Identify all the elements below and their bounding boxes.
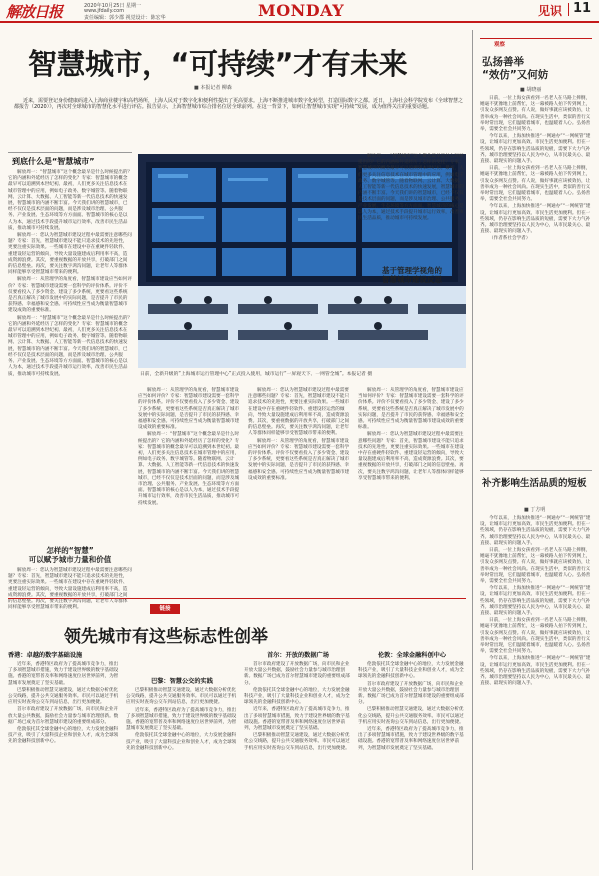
column-title-line2: “效仿”又何妨 xyxy=(482,69,549,81)
body-text-i: 解放周一：“智慧城市”这个概念最早是什么时候提出的？它的内涵和外延经历了怎样的变化？专家：智慧城市的概念最早可以追溯到本世纪初。最初，人们更多关注信息技术在城市管理中的应用，例如电子政务、数字城管等。随着物联网、云计算、大数据、人工智能等新一代信息技术的快速发展，智慧城市的内涵不断丰富。今天我们讲的智慧城市，已经不仅仅是技术层面的问题，而是涉及城市治理、公共服务、产业发展、生态环境等方方面面。智慧城市的核心是以人为本，通过技术手段提升城市运行效率，改善市民生活品质，推动城市可持续发展。 xyxy=(358,154,464,222)
column-title-2: 补齐影响生活品质的短板 xyxy=(482,478,587,489)
column2-text-5: 今年以来，上海加快推进“一网通办”“一网统管”建设，让城市运行更加高效、市民生活更加便利。但在一些领域，仍存在影响生活品质的短板，需要下大力气补齐。城市治理要坚持以人民为中心，从市民最关心、最直接、最现实的问题入手。 xyxy=(480,656,591,687)
link-text-paris-3: 伦敦依托其全球金融中心的地位，大力发展金融科技产业，吸引了大量科技企业和创业人才，成为全球领先的金融科技创新中心。 xyxy=(126,733,237,751)
byline: ■ 本报记者 柳森 xyxy=(194,85,232,91)
body-text-e: 解放周一：从管理学的角度看，智慧城市建设应当如何评价？专家：智慧城市建设需要一套科学的评价体系。评价不仅要看投入了多少资金、建设了多少系统，更要看这些系统是否真正解决了城市发展中的实际问题，是否提升了市民的获得感、幸福感和安全感。可持续性应当成为衡量智慧城市建设成效的重要标准。 xyxy=(138,388,240,431)
article-column-1 xyxy=(8,170,132,540)
section-heading-3-line1: 基于管理学视角的 xyxy=(382,266,442,275)
bottom-section-rule xyxy=(8,598,466,599)
link-heading-seoul: 首尔：开放的数据广场 xyxy=(267,652,329,659)
body-text-b: 解放周一：您认为智慧城市建设过程中最需要注意哪些问题？专家：首先，智慧城市建设不能只追求技术的先进性，更要注重实际效果。一些城市在建设中存在重硬件轻软件、重建设轻运营的倾向，导致大量设施建成后利用率不高，造成资源浪费。其次，要重视数据的开放共享，打破部门之间的信息壁垒。再次，要关注数字鸿沟问题，让老年人等群体同样能够享受智慧城市带来的便利。 xyxy=(8,233,132,276)
column2-text: 今年以来，上海加快推进“一网通办”“一网统管”建设，让城市运行更加高效、市民生活更加便利。但在一些领域，仍存在影响生活品质的短板，需要下大力气补齐。城市治理要坚持以人民为中心，从市民最关心、最直接、最现实的问题入手。 xyxy=(480,516,591,546)
link-item-seoul xyxy=(244,650,352,874)
link-text-hongkong-3: 首尔市政府建设了开放数据广场，向市民和企业开放大量公共数据，鼓励社会力量参与城市治理创新。数据广场已成为首尔智慧城市建设的重要组成部分。 xyxy=(8,707,119,725)
body-text-g: 解放周一：您认为智慧城市建设过程中最需要注意哪些问题？专家：首先，智慧城市建设不能只追求技术的先进性，更要注重实际效果。一些城市在建设中存在重硬件轻软件、重建设轻运营的倾向，导致大量设施建成后利用率不高，造成资源浪费。其次，要重视数据的开放共享，打破部门之间的信息壁垒。再次，要关注数字鸿沟问题，让老年人等群体同样能够享受智慧城市带来的便利。 xyxy=(248,388,350,437)
link-text-paris: 巴黎积极推动智慧交通建设，通过大数据分析优化公交线路，提升公共交通服务效率。市民可以通过手机应用实时查询公交车到站信息，出行更加便捷。 xyxy=(126,688,237,706)
link-text-seoul: 首尔市政府建设了开放数据广场，向市民和企业开放大量公共数据，鼓励社会力量参与城市治理创新。数据广场已成为首尔智慧城市建设的重要组成部分。 xyxy=(244,662,350,686)
section-heading-3-line2: 智慧城市建设反思 xyxy=(382,275,442,284)
column-title-line1: 弘扬善举 xyxy=(482,56,524,68)
column-text: 日前，一位上海女孩看到一名老人在马路上摔倒，她毫不犹豫地上前帮忙，这一幕被路人拍下传到网上，引发众多网友点赞。有人说，做好事就应该被效仿，让善举成为一种社会风尚。在现实生活中，类似的善行义举时常出现，它们温暖着城市，也温暖着人心。弘扬善举，需要全社会共同努力。 xyxy=(480,96,591,133)
body-text-j: 解放周一：从管理学的角度看，智慧城市建设应当如何评价？专家：智慧城市建设需要一套科学的评价体系。评价不仅要看投入了多少资金、建设了多少系统，更要看这些系统是否真正解决了城市发展中的实际问题，是否提升了市民的获得感、幸福感和安全感。可持续性应当成为衡量智慧城市建设成效的重要标准。 xyxy=(358,388,464,431)
link-text-london-4: 近年来，香港特区政府为了提高城市竞争力，推出了多项智慧城市措施，致力于建设世界级的数字基础设施。香港的宽带普及率和网络速度位居世界前列，为智慧城市发展奠定了坚实基础。 xyxy=(358,727,464,751)
page-divider xyxy=(568,3,569,16)
masthead xyxy=(0,0,599,24)
link-body-london xyxy=(358,662,466,874)
lead-paragraph xyxy=(14,98,466,144)
link-item-hongkong xyxy=(8,650,120,874)
section-heading-2-line2: 可以赋予城市力量和价值 xyxy=(28,555,112,564)
link-text-hongkong-2: 巴黎积极推动智慧交通建设，通过大数据分析优化公交线路，提升公共交通服务效率。市民可以通过手机应用实时查询公交车到站信息，出行更加便捷。 xyxy=(8,687,119,706)
link-text-seoul-4: 巴黎积极推动智慧交通建设，通过大数据分析优化公交线路，提升公共交通服务效率。市民可以通过手机应用实时查询公交车到站信息，出行更加便捷。 xyxy=(244,733,350,751)
column-text-3: 日前，一位上海女孩看到一名老人在马路上摔倒，她毫不犹豫地上前帮忙，这一幕被路人拍下传到网上，引发众多网友点赞。有人说，做好事就应该被效仿，让善举成为一种社会风尚。在现实生活中，类似的善行义举时常出现，它们温暖着城市，也温暖着人心。弘扬善举，需要全社会共同努力。 xyxy=(480,166,591,203)
column-label-box xyxy=(480,38,592,48)
editor-line: 责任编辑：郭少郡 视觉设计：陈宏华 xyxy=(84,15,166,21)
column-body-2 xyxy=(480,516,592,870)
article-column-2 xyxy=(138,388,242,590)
link-item-london xyxy=(358,650,466,874)
section-name: 见识 xyxy=(538,4,563,18)
website-url: www.jfdaily.com xyxy=(84,8,125,14)
article-column-3 xyxy=(248,388,352,590)
newspaper-logo: 解放日报 xyxy=(6,3,63,21)
link-text-seoul-2: 伦敦依托其全球金融中心的地位，大力发展金融科技产业，吸引了大量科技企业和创业人才，成为全球领先的金融科技创新中心。 xyxy=(244,687,350,706)
main-headline: 智慧城市，“可持续”才有未来 xyxy=(28,47,408,81)
column-title xyxy=(482,56,592,82)
link-text-london-3: 巴黎积极推动智慧交通建设，通过大数据分析优化公交线路，提升公共交通服务效率。市民可以通过手机应用实时查询公交车到站信息，出行更加便捷。 xyxy=(358,707,464,725)
link-heading-london: 伦敦：全球金融科创中心 xyxy=(377,652,447,659)
section-heading-2 xyxy=(8,546,132,564)
body-text-d: 解放周一：您认为智慧城市建设过程中最需要注意哪些问题？专家：首先，智慧城市建设不能只追求技术的先进性，更要注重实际效果。一些城市在建设中存在重硬件轻软件、重建设轻运营的倾向，导致大量设施建成后利用率不高，造成资源浪费。其次，要重视数据的开放共享，打破部门之间的信息壁垒。再次，要关注数字鸿沟问题，让老年人等群体同样能够享受智慧城市带来的便利。 xyxy=(8,568,132,611)
body-text-a: 解放周一：“智慧城市”这个概念最早是什么时候提出的？它的内涵和外延经历了怎样的变化？专家：智慧城市的概念最早可以追溯到本世纪初。最初，人们更多关注信息技术在城市管理中的应用，例如电子政务、数字城管等。随着物联网、云计算、大数据、人工智能等新一代信息技术的快速发展，智慧城市的内涵不断丰富。今天我们讲的智慧城市，已经不仅仅是技术层面的问题，而是涉及城市治理、公共服务、产业发展、生态环境等方方面面。智慧城市的核心是以人为本，通过技术手段提升城市运行效率，改善市民生活品质，推动城市可持续发展。 xyxy=(8,170,133,231)
link-text-london-2: 首尔市政府建设了开放数据广场，向市民和企业开放大量公共数据，鼓励社会力量参与城市治理创新。数据广场已成为首尔智慧城市建设的重要组成部分。 xyxy=(358,681,464,706)
body-text-c: 解放周一：从管理学的角度看，智慧城市建设应当如何评价？专家：智慧城市建设需要一套科学的评价体系。评价不仅要看投入了多少资金、建设了多少系统，更要看这些系统是否真正解决了城市发展中的实际问题，是否提升了市民的获得感、幸福感和安全感。可持续性应当成为衡量智慧城市建设成效的重要标准。 xyxy=(8,277,132,314)
photo-caption: 日前，全新升级的“上海城市运行管理中心”正式投入使用，城市运行“一屏观天下、一网管全城”。本报记者 摄 xyxy=(140,372,373,377)
date-line: 2020年10月25日 星期一 xyxy=(84,3,142,9)
lead-text: 近来，需要登记身份健康码进入上海商业楼宇和高档场所，上海人民对于数字化和便利性提出了更高要求。上海不断推进城市数字化转型，打造国际数字之都。近日，上海社会科学院发布《全球智慧之都报告（2020）》，再次对全球城市的智慧化水平进行评估。报告显示，上海智慧城市综合排名位居全球前列。在这一背景下，如何让智慧城市实现“可持续”发展，成为值得关注的重要话题。 xyxy=(14,98,464,111)
link-text-seoul-3: 近年来，香港特区政府为了提高城市竞争力，推出了多项智慧城市措施，致力于建设世界级的数字基础设施。香港的宽带普及率和网络速度位居世界前列，为智慧城市发展奠定了坚实基础。 xyxy=(244,707,350,732)
link-body-hongkong xyxy=(8,662,120,874)
link-body-paris xyxy=(126,688,238,874)
column-text-2: 今年以来，上海加快推进“一网通办”“一网统管”建设，让城市运行更加高效、市民生活更加便利。但在一些领域，仍存在影响生活品质的短板，需要下大力气补齐。城市治理要坚持以人民为中心，从市民最关心、最直接、最现实的问题入手。 xyxy=(480,134,591,165)
link-tag-text: 链接 xyxy=(159,606,171,612)
link-heading-paris: 巴黎：智慧公交的实践 xyxy=(151,678,213,685)
column-rule xyxy=(480,470,592,471)
column-text-4: 今年以来，上海加快推进“一网通办”“一网统管”建设，让城市运行更加高效、市民生活更加便利。但在一些领域，仍存在影响生活品质的短板，需要下大力气补齐。城市治理要坚持以人民为中心，从市民最关心、最直接、最现实的问题入手。 xyxy=(480,204,591,235)
body-text-h: 解放周一：从管理学的角度看，智慧城市建设应当如何评价？专家：智慧城市建设需要一套科学的评价体系。评价不仅要看投入了多少资金、建设了多少系统，更要看这些系统是否真正解决了城市发展中的实际问题，是否提升了市民的获得感、幸福感和安全感。可持续性应当成为衡量智慧城市建设成效的重要标准。 xyxy=(248,438,350,481)
column2-text-4: 日前，一位上海女孩看到一名老人在马路上摔倒，她毫不犹豫地上前帮忙，这一幕被路人拍下传到网上，引发众多网友点赞。有人说，做好事就应该被效仿，让善举成为一种社会风尚。在现实生活中，类似的善行义举时常出现，它们温暖着城市，也温暖着人心。弘扬善举，需要全社会共同努力。 xyxy=(480,618,591,655)
section-heading-1: 到底什么是“智慧城市” xyxy=(12,157,95,166)
column2-text-3: 今年以来，上海加快推进“一网通办”“一网统管”建设，让城市运行更加高效、市民生活更加便利。但在一些领域，仍存在影响生活品质的短板，需要下大力气补齐。城市治理要坚持以人民为中心，从市民最关心、最直接、最现实的问题入手。 xyxy=(480,586,591,617)
section-rule xyxy=(8,152,132,153)
article-column-4b xyxy=(358,388,466,590)
page-number: 11 xyxy=(573,1,592,16)
link-text-hongkong: 近年来，香港特区政府为了提高城市竞争力，推出了多项智慧城市措施，致力于建设世界级的数字基础设施。香港的宽带普及率和网络速度位居世界前列，为智慧城市发展奠定了坚实基础。 xyxy=(8,662,119,686)
column-body xyxy=(480,96,592,464)
link-body-seoul xyxy=(244,662,352,874)
column-footer-note: （作者系社会学者） xyxy=(489,236,531,242)
link-tag xyxy=(150,604,180,614)
body-text-k: 解放周一：您认为智慧城市建设过程中最需要注意哪些问题？专家：首先，智慧城市建设不能只追求技术的先进性，更要注重实际效果。一些城市在建设中存在重硬件轻软件、重建设轻运营的倾向，导致大量设施建成后利用率不高，造成资源浪费。其次，要重视数据的开放共享，打破部门之间的信息壁垒。再次，要关注数字鸿沟问题，让老年人等群体同样能够享受智慧城市带来的便利。 xyxy=(358,432,464,481)
column-label: 观察 xyxy=(494,42,506,48)
weekday-label: MONDAY xyxy=(258,1,345,20)
bottom-headline: 领先城市有这些标志性创举 xyxy=(64,627,268,647)
column2-text-2: 日前，一位上海女孩看到一名老人在马路上摔倒，她毫不犹豫地上前帮忙，这一幕被路人拍下传到网上，引发众多网友点赞。有人说，做好事就应该被效仿，让善举成为一种社会风尚。在现实生活中，类似的善行义举时常出现，它们温暖着城市，也温暖着人心。弘扬善举，需要全社会共同努力。 xyxy=(480,548,591,585)
section-heading-3 xyxy=(358,266,466,284)
section-heading-2-line1: 怎样的“智慧” xyxy=(46,546,94,555)
article-column-1b xyxy=(8,568,132,611)
link-heading-hongkong: 香港：卓越的数字基础设施 xyxy=(8,652,83,659)
body-text-f: 解放周一：“智慧城市”这个概念最早是什么时候提出的？它的内涵和外延经历了怎样的变化？专家：智慧城市的概念最早可以追溯到本世纪初。最初，人们更多关注信息技术在城市管理中的应用，例如电子政务、数字城管等。随着物联网、云计算、大数据、人工智能等新一代信息技术的快速发展，智慧城市的内涵不断丰富。今天我们讲的智慧城市，已经不仅仅是技术层面的问题，而是涉及城市治理、公共服务、产业发展、生态环境等方方面面。智慧城市的核心是以人为本，通过技术手段提升城市运行效率，改善市民生活品质，推动城市可持续发展。 xyxy=(138,432,240,506)
masthead-rule xyxy=(0,21,599,23)
link-item-paris xyxy=(126,676,238,874)
column-author-2: ■ 丁方明 xyxy=(524,507,546,513)
column-author: ■ 胡晓丽 xyxy=(520,87,542,93)
body-text-a2: 解放周一：“智慧城市”这个概念最早是什么时候提出的？它的内涵和外延经历了怎样的变化？专家：智慧城市的概念最早可以追溯到本世纪初。最初，人们更多关注信息技术在城市管理中的应用，例如电子政务、数字城管等。随着物联网、云计算、大数据、人工智能等新一代信息技术的快速发展，智慧城市的内涵不断丰富。今天我们讲的智慧城市，已经不仅仅是技术层面的问题，而是涉及城市治理、公共服务、产业发展、生态环境等方方面面。智慧城市的核心是以人为本，通过技术手段提升城市运行效率，改善市民生活品质，推动城市可持续发展。 xyxy=(8,315,133,377)
column-divider xyxy=(472,30,473,870)
article-column-4 xyxy=(358,154,466,260)
link-text-london: 伦敦依托其全球金融中心的地位，大力发展金融科技产业，吸引了大量科技企业和创业人才，成为全球领先的金融科技创新中心。 xyxy=(358,662,464,680)
link-text-paris-2: 近年来，香港特区政府为了提高城市竞争力，推出了多项智慧城市措施，致力于建设世界级的数字基础设施。香港的宽带普及率和网络速度位居世界前列，为智慧城市发展奠定了坚实基础。 xyxy=(126,707,237,732)
link-text-hongkong-4: 伦敦依托其全球金融中心的地位，大力发展金融科技产业，吸引了大量科技企业和创业人才，成为全球领先的金融科技创新中心。 xyxy=(8,727,119,745)
